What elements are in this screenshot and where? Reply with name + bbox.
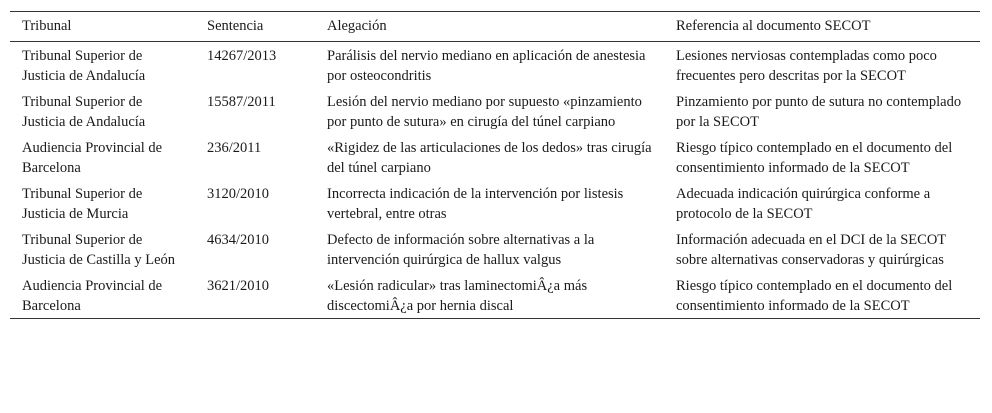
cell-alegacion: Lesión del nervio mediano por supuesto «pinzamiento por punto de sutura» en cirugía del túnel carpiano xyxy=(327,94,642,130)
header-referencia: Referencia al documento SECOT xyxy=(676,18,871,34)
cell-tribunal: Audiencia Provincial de Barcelona xyxy=(22,140,163,176)
cell-referencia: Riesgo típico contemplado en el documento del consentimiento informado de la SECOT xyxy=(676,140,953,176)
cell-sentencia: 4634/2010 xyxy=(207,232,270,248)
header-sentencia: Sentencia xyxy=(207,18,264,34)
cell-alegacion: Incorrecta indicación de la intervención por listesis vertebral, entre otras xyxy=(327,186,624,222)
header-tribunal: Tribunal xyxy=(22,18,72,34)
cell-tribunal: Tribunal Superior de Justicia de Murcia xyxy=(22,186,143,222)
header-alegacion: Alegación xyxy=(327,18,387,34)
cell-sentencia: 3120/2010 xyxy=(207,186,270,202)
table-row xyxy=(10,134,980,180)
cell-tribunal: Tribunal Superior de Justicia de Castilla y León xyxy=(22,232,176,268)
cell-sentencia: 14267/2013 xyxy=(207,48,277,64)
cell-referencia: Pinzamiento por punto de sutura no contemplado por la SECOT xyxy=(676,94,962,130)
rulings-table xyxy=(10,11,980,319)
cell-sentencia: 236/2011 xyxy=(207,140,262,156)
cell-referencia: Lesiones nerviosas contempladas como poco frecuentes pero descritas por la SECOT xyxy=(676,48,937,84)
table-row xyxy=(10,272,980,319)
cell-alegacion: «Rigidez de las articulaciones de los dedos» tras cirugía del túnel carpiano xyxy=(327,140,652,176)
cell-sentencia: 3621/2010 xyxy=(207,278,270,294)
table-row xyxy=(10,226,980,272)
cell-referencia: Riesgo típico contemplado en el documento del consentimiento informado de la SECOT xyxy=(676,278,953,314)
cell-referencia: Información adecuada en el DCI de la SECOT sobre alternativas conservadoras y quirúrgicas xyxy=(676,232,946,268)
table-row xyxy=(10,88,980,134)
cell-alegacion: Defecto de información sobre alternativas a la intervención quirúrgica de hallux valgus xyxy=(327,232,595,268)
cell-referencia: Adecuada indicación quirúrgica conforme a protocolo de la SECOT xyxy=(676,186,931,222)
cell-sentencia: 15587/2011 xyxy=(207,94,276,110)
cell-tribunal: Audiencia Provincial de Barcelona xyxy=(22,278,163,314)
header-row xyxy=(10,12,980,42)
cell-tribunal: Tribunal Superior de Justicia de Andalucía xyxy=(22,48,146,84)
table-row xyxy=(10,180,980,226)
cell-alegacion: «Lesión radicular» tras laminectomiÂ¿a más discectomiÂ¿a por hernia discal xyxy=(327,278,588,314)
table-row xyxy=(10,42,980,89)
cell-tribunal: Tribunal Superior de Justicia de Andalucía xyxy=(22,94,146,130)
cell-alegacion: Parálisis del nervio mediano en aplicación de anestesia por osteocondritis xyxy=(327,48,646,84)
